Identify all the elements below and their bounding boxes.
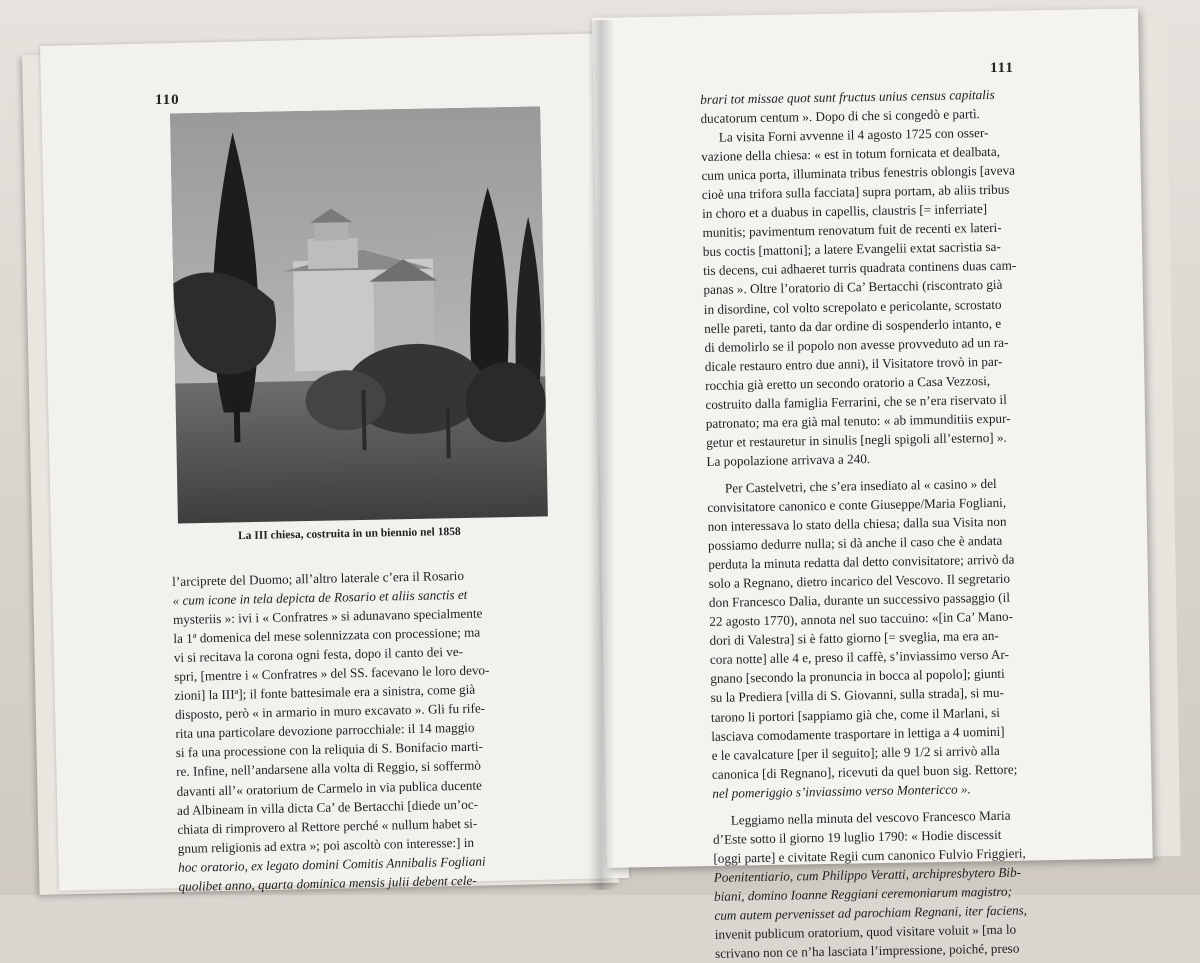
text-line: su la Prediera [villa di S. Giovanni, sulla strada], si mu- <box>710 685 1005 706</box>
right-page-number: 111 <box>990 60 1014 76</box>
text-line: bus coctis [mattoni]; a latere Evangelii extat sacristia sa- <box>702 239 1001 260</box>
text-line: rita una particolare devozione parrocchiale: il 14 maggio <box>175 720 475 742</box>
text-line: cioè una trifora sulla facciata] supra portam, ab aliis tribus <box>701 181 1010 203</box>
text-line: quolibet anno, quarta dominica mensis julii debent cele- <box>178 872 477 894</box>
text-line: re. Infine, nell’andarsene alla volta di Reggio, si soffermò <box>176 758 482 780</box>
text-line: non interessava lo stato della chiesa; dalla sua Visita non <box>707 513 1007 534</box>
text-line: La popolazione arrivava a 240. <box>706 450 871 469</box>
text-line: patronato; ma era già mal tenuto: « ab immunditiis expur- <box>705 410 1011 431</box>
text-line: la 1ª domenica del mese solennizzata con processione; ma <box>173 624 481 647</box>
text-line: Per Castelvetri, che s’era insediato al « casino » del <box>724 475 997 496</box>
text-line: La visita Forni avvenne il 4 agosto 1725 con osser- <box>718 125 989 145</box>
text-line: nelle pareti, tanto da dar ordine di sospenderlo intanto, e <box>704 315 1002 336</box>
text-line: si fa una processione con la reliquia di S. Bonifacio marti- <box>175 738 484 761</box>
text-line: in disordine, col volto screpolato e pericolante, scrostato <box>703 296 1002 317</box>
text-line: Poenitentiario, cum Philippo Veratti, archipresbytero Bib- <box>713 864 1022 885</box>
text-line: cum unica porta, illuminata tribus fenestris oblongis [aveva <box>701 162 1016 184</box>
text-line: munitis; pavimentum renovatum fuit de recenti ex lateri- <box>702 220 1002 241</box>
text-line: brari tot missae quot sunt fructus unius census capitalis <box>700 86 995 107</box>
text-line: tarono li portori [sappiamo già che, come il Marlani, si <box>710 704 1000 725</box>
text-line: rocchia già eretto un secondo oratorio a Casa Vezzosi, <box>705 372 991 393</box>
photo-caption: La III chiesa, costruita in un biennio nel 1858 <box>237 525 461 543</box>
text-line: don Francesco Dalia, durante un successivo passaggio (il <box>708 589 1011 611</box>
text-line: nel pomeriggio s’inviassimo verso Montericco ». <box>712 781 971 801</box>
text-line: biani, domino Ioanne Reggiani ceremoniarum magistro; <box>713 883 1013 904</box>
text-line: scrivano non ce n’ha lasciata l’impressione, poiché, preso <box>714 940 1020 961</box>
left-page-text-column <box>172 564 539 895</box>
right-page-text-column <box>700 84 1067 963</box>
text-line: in choro et a duabus in capellis, claustris [= inferriate] <box>702 201 988 222</box>
text-line: e le cavalcature [per il seguito]; alle 9 1/2 si arrivò alla <box>711 742 1000 763</box>
text-line: zioni] la IIIª]; il fonte battesimale era a sinistra, come già <box>174 681 476 704</box>
text-line: [oggi parte] e civitate Regii cum canonico Fulvio Friggieri, <box>713 845 1026 866</box>
text-line: ducatorum centum ». Dopo di che si congedò e partì. <box>700 106 981 127</box>
text-line: tis decens, cui adhaeret turris quadrata continens duas cam- <box>703 257 1017 279</box>
book-gutter <box>588 20 614 890</box>
text-line: davanti all’« oratorium de Carmelo in via publica ducente <box>176 777 483 799</box>
text-line: cora notte] alle 4 e, preso il caffè, s’inviassimo verso Ar- <box>709 647 1010 668</box>
text-line: 22 agosto 1770), annota nel suo taccuino: «[in Ca’ Mano- <box>709 608 1014 630</box>
text-line: spri, [mentre i « Confratres » del SS. facevano le loro devo- <box>174 662 490 685</box>
text-line: ad Albineam in villa dicta Ca’ de Bertacchi [diede un’oc- <box>176 796 479 818</box>
text-line: l’arciprete del Duomo; all’altro laterale c’era il Rosario <box>172 567 465 589</box>
text-line: gnano [secondo la pronuncia in bocca al popolo]; giunti <box>710 666 1005 687</box>
text-line: perduta la minuta redatta dal detto convisitatore; arrivò da <box>708 551 1015 573</box>
text-line: invenit publicum oratorium, quod visitare voluit » [ma lo <box>714 921 1017 942</box>
text-line: disposto, però « in armario in muro excavato ». Gli fu rife- <box>174 700 486 723</box>
text-line: dicale restauro entro due anni), il Visitatore trovò in par- <box>704 353 1003 374</box>
text-line: convisitatore canonico e conte Giuseppe/Maria Fogliani, <box>707 494 1007 515</box>
text-line: d’Este sotto il giorno 19 luglio 1790: « Hodie discessit <box>712 826 1002 847</box>
text-line: gnum religionis ad extra »; poi ascoltò con interesse:] in <box>177 834 475 856</box>
text-line: dori di Valestra] si è fatto giorno [= sveglia, ma era an- <box>709 628 999 649</box>
text-line: vazione della chiesa: « est in totum fornicata et dealbata, <box>701 143 1001 165</box>
church-photograph <box>170 106 548 523</box>
text-line: Leggiamo nella minuta del vescovo Francesco Maria <box>730 807 1011 828</box>
text-line: getur et restauretur in sinulis [negli spigoli all’esterno] ». <box>706 429 1007 450</box>
text-line: vi si recitava la corona ogni festa, dopo il canto dei ve- <box>173 644 464 666</box>
text-line: « cum icone in tela depicta de Rosario et aliis sanctis et <box>172 586 468 609</box>
text-line: di demolirlo se il popolo non avesse provveduto ad un ra- <box>704 334 1009 355</box>
church-photo-image <box>170 106 548 523</box>
text-line: panas ». Oltre l’oratorio di Ca’ Bertacchi (riscontrato già <box>703 277 1003 298</box>
text-line: mysteriis »: ivi i « Confratres » si adunavano specialmente <box>172 605 483 628</box>
text-line: costruito dalla famiglia Ferrarini, che se n’era riservato il <box>705 391 1007 412</box>
text-line: lasciava comodamente trasportare in lettiga a 4 uomini] <box>711 723 1005 744</box>
text-line: solo a Regnano, dietro incarico del Vescovo. Il segretario <box>708 570 1011 592</box>
text-line: cum autem pervenisset ad parochiam Regnani, iter faciens, <box>714 902 1028 923</box>
text-line: canonica [di Regnano], ricevuti da quel buon sig. Rettore; <box>711 761 1018 782</box>
text-line: chiata di rimprovero al Rettore perché « nullum habet si- <box>177 815 478 837</box>
left-page-number: 110 <box>155 92 180 108</box>
text-line: hoc oratorio, ex legato domini Comitis Annibalis Fogliani <box>178 853 486 875</box>
text-line: possiamo dedurre nulla; si dà anche il caso che è andata <box>707 532 1003 554</box>
